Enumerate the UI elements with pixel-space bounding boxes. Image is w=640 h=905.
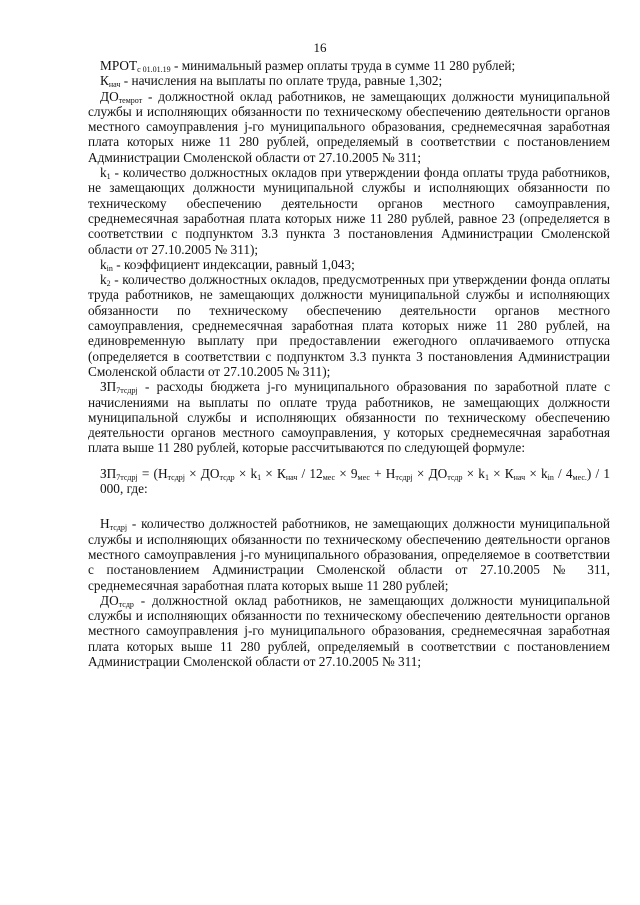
definition-k1: $k_1$ - количество должностных окладов при утверждении фонда оплаты труда работников, не замещающих должности муниципальной службы и исполняющих обязанности по техническому обеспечению деятельности органов местного самоуправления, среднемесячная заработная плата которых ниже 11 280 рублей, равное 23 (определяется в соответствии с подпунктом 3.3 пункта 3 постановления Администрации Смоленской области от 27.10.2005 № 311);	[88, 165, 611, 257]
term-definition: должностной оклад работников, не замещающих должности муниципальной службы и исполняющих обязанности по техническому обеспечению деятельности органов местного самоуправления j-го муниципального образования, среднемесячная заработная плата которых выше 11 280 рублей, определяемый в соответствии с постановлением Администрации Смоленской области от 27.10.2005 № 311;	[88, 592, 610, 669]
definition-do-tsdr: $ДО_{тсдр}$ - должностной оклад работников, не замещающих должности муниципальной службы и исполняющих обязанности по техническому обеспечению деятельности органов местного самоуправления j-го муниципального образования, среднемесячная заработная плата которых выше 11 280 рублей, определяемый в соответствии с постановлением Администрации Смоленской области от 27.10.2005 № 311;	[88, 592, 610, 669]
term-definition: количество должностных окладов при утверждении фонда оплаты труда работников, не замещающих должности муниципальной службы и исполняющих обязанности по техническому обеспечению деятельности органов местного самоуправления, среднемесячная заработная плата которых ниже 11 280 рублей, равное 23 (определяется в соответствии с подпунктом 3.3 пункта 3 постановления Администрации Смоленской области от 27.10.2005 № 311);	[88, 165, 611, 257]
term-definition: минимальный размер оплаты труда в сумме 11 280 рублей;	[181, 58, 516, 73]
term-definition: количество должностных окладов, предусмотренных при утверждении фонда оплаты труда работников, не замещающих должности муниципальной службы и исполняющих обязанности по техническому обеспечению деятельности органов местного самоуправления, среднемесячная заработная плата которых ниже 11 280 рублей, на единовременную выплату при предоставлении ежегодного оплачиваемого отпуска (определяется в соответствии с подпунктом 3.3 пункта 3 постановления Администрации Смоленской области от 27.10.2005 № 311);	[88, 272, 610, 379]
term-symbol: МРОТ	[100, 58, 138, 73]
term-subscript: 1	[106, 172, 111, 182]
term-subscript: 7тсдрj	[116, 386, 138, 396]
term-subscript: 2	[106, 279, 111, 289]
definition-mrot: $МРОТ_{с 01.01.19}$ - минимальный размер оплаты труда в сумме 11 280 рублей;	[100, 58, 516, 74]
term-symbol: ДО	[100, 88, 119, 104]
term-subscript: in	[106, 263, 113, 273]
term-symbol: ДО	[100, 592, 119, 608]
definition-kin: $k_{in}$ - коэффициент индексации, равный 1,043;	[100, 256, 355, 273]
term-definition: коэффициент индексации, равный 1,043;	[123, 256, 355, 272]
definition-do-temrot: $ДО_{темрот}$ - должностной оклад работников, не замещающих должности муниципальной службы и исполняющих обязанности по техническому обеспечению деятельности органов местного самоуправления j-го муниципального образования, среднемесячная заработная плата которых ниже 11 280 рублей, определяемый в соответствии с постановлением Администрации Смоленской области от 27.10.2005 № 311;	[88, 88, 611, 165]
term-subscript: тсдр	[118, 599, 134, 609]
document-body	[88, 58, 610, 669]
formula: $ЗП_{7тсдрj} = (Н_{тсдрj} \times ДО_{тсдр} \times k_1 \times К_{нач} / 12_{мес} \times 9_{мес} + Н_{тсдрj} \times ДО_{тсдр} \times k_1 \times К_{нач} \times k_{in} / 4_{мес.}) / 1$ 000, где:	[100, 465, 611, 497]
term-symbol: k	[100, 272, 107, 288]
term-definition: должностной оклад работников, не замещающих должности муниципальной службы и исполняющих обязанности по техническому обеспечению деятельности органов местного самоуправления j-го муниципального образования, среднемесячная заработная плата которых ниже 11 280 рублей, определяемый в соответствии с постановлением Администрации Смоленской области от 27.10.2005 № 311;	[88, 88, 611, 165]
term-definition: расходы бюджета j-го муниципального образования по заработной плате с начислениями на выплаты по оплате труда работников, не замещающих должности муниципальной службы и исполняющих обязанности по техническому обеспечению деятельности органов местного самоуправления, у которых среднемесячная заработная плата выше 11 280 рублей, которые рассчитываются по следующей формуле:	[88, 379, 611, 456]
term-definition: количество должностей работников, не замещающих должности муниципальной службы и исполняющих обязанности по техническому обеспечению деятельности органов местного самоуправления j-го муниципального образования, определяемое в соответствии с постановлением Администрации Смоленской области от 27.10.2005 № 311, среднемесячная заработная плата которых выше 11 280 рублей;	[88, 516, 610, 593]
term-symbol: ЗП	[100, 379, 117, 395]
page-number: 16	[313, 40, 327, 55]
term-symbol: Н	[100, 516, 110, 532]
definition-n-tsdrj: $Н_{тсдрj}$ - количество должностей работников, не замещающих должности муниципальной службы и исполняющих обязанности по техническому обеспечению деятельности органов местного самоуправления j-го муниципального образования, определяемое в соответствии с постановлением Администрации Смоленской области от 27.10.2005 № 311, среднемесячная заработная плата которых выше 11 280 рублей;	[88, 516, 610, 593]
definition-k2: $k_2$ - количество должностных окладов, предусмотренных при утверждении фонда оплаты труда работников, не замещающих должности муниципальной службы и исполняющих обязанности по техническому обеспечению деятельности органов местного самоуправления, среднемесячная заработная плата которых ниже 11 280 рублей, на единовременную выплату при предоставлении ежегодного оплачиваемого отпуска (определяется в соответствии с подпунктом 3.3 пункта 3 постановления Администрации Смоленской области от 27.10.2005 № 311);	[88, 272, 610, 379]
definition-zp7: $ЗП_{7тсдрj}$ - расходы бюджета j-го муниципального образования по заработной плате с начислениями на выплаты по оплате труда работников, не замещающих должности муниципальной службы и исполняющих обязанности по техническому обеспечению деятельности органов местного самоуправления, у которых среднемесячная заработная плата выше 11 280 рублей, которые рассчитываются по следующей формуле:	[88, 379, 611, 456]
term-symbol: k	[100, 165, 107, 181]
term-subscript: тсдрj	[109, 523, 128, 533]
term-definition: начисления на выплаты по оплате труда, равные 1,302;	[131, 73, 443, 89]
term-subscript: с 01.01.19	[137, 65, 171, 74]
definition-knach: $К_{нач}$ - начисления на выплаты по оплате труда, равные 1,302;	[100, 73, 443, 90]
term-symbol: К	[100, 73, 109, 89]
term-symbol: k	[100, 256, 107, 272]
term-subscript: темрот	[118, 95, 143, 105]
term-subscript: нач	[108, 80, 121, 90]
